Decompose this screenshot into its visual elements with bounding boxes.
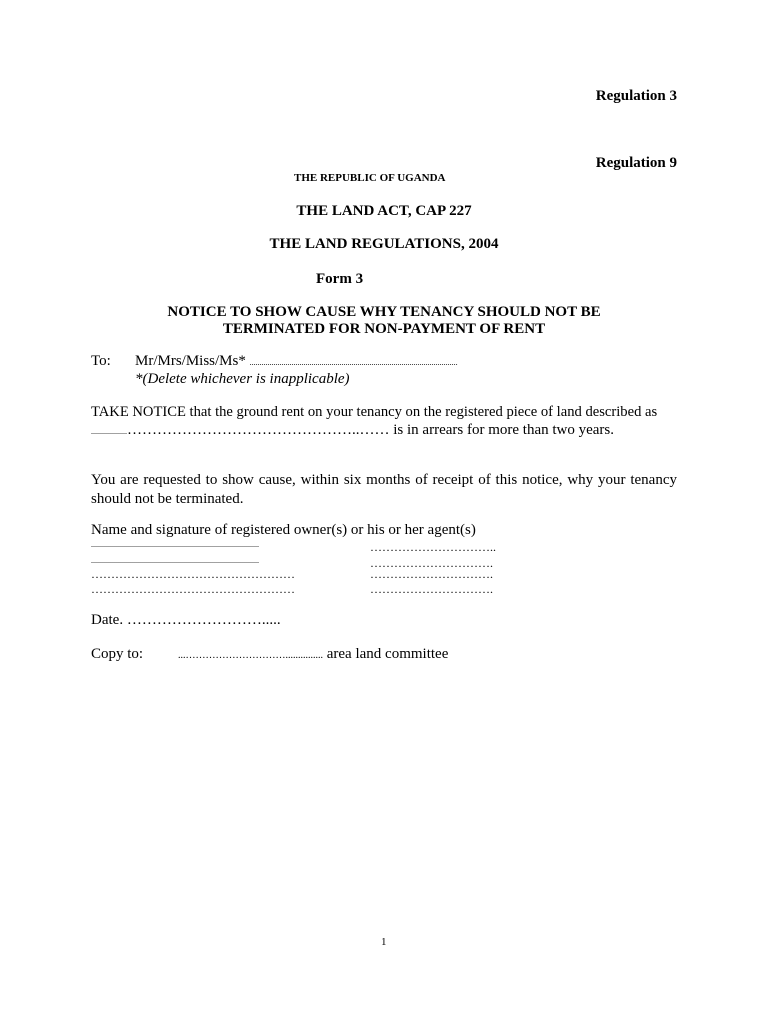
notice-title-line-2: TERMINATED FOR NON-PAYMENT OF RENT (222, 321, 546, 337)
addressee-line (135, 353, 458, 370)
owner-name-line-4: …………………………………………… (91, 582, 295, 596)
regulation-3-label: Regulation 3 (595, 88, 677, 104)
notice-title-line-1: NOTICE TO SHOW CAUSE WHY TENANCY SHOULD NOT BE (167, 304, 601, 320)
owner-name-line-1: .................................................................................... (91, 540, 259, 549)
land-act-heading: THE LAND ACT, CAP 227 (296, 203, 472, 219)
date-line (91, 612, 281, 629)
date-dots: ………………………..... (126, 612, 281, 628)
regulation-9-label: Regulation 9 (595, 155, 677, 171)
owner-signature-line-1: ………………………….. (370, 540, 496, 554)
copy-to-line (178, 646, 448, 663)
land-description-dots: ………………………………………..…… (127, 422, 390, 438)
owner-name-line-2: .................................................................................... (91, 556, 259, 565)
date-label: Date. (91, 612, 124, 628)
owner-signature-line-2: …………………………. (370, 556, 493, 570)
addressee-dots: ........................................................................................................ (249, 358, 458, 367)
republic-heading: THE REPUBLIC OF UGANDA (294, 172, 446, 184)
owner-name-line-3: …………………………………………… (91, 567, 295, 581)
page-number: 1 (381, 936, 387, 948)
owner-signature-line-4: …………………………. (370, 582, 493, 596)
land-description-dots-small: .................. (91, 427, 127, 436)
committee-suffix: area land committee (326, 646, 449, 662)
land-regulations-heading: THE LAND REGULATIONS, 2004 (269, 236, 499, 252)
to-label: To: (91, 353, 111, 369)
signature-heading: Name and signature of registered owner(s) or his or her agent(s) (91, 522, 476, 538)
salutation-options: Mr/Mrs/Miss/Ms* (135, 353, 246, 369)
take-notice-line-1: TAKE NOTICE that the ground rent on your tenancy on the registered piece of land described as (91, 404, 658, 420)
copy-to-label: Copy to: (91, 646, 144, 662)
show-cause-paragraph: You are requested to show cause, within six months of receipt of this notice, why your tenancy should not be terminated. (91, 472, 677, 507)
take-notice-line-2 (91, 422, 614, 439)
owner-signature-line-3: …………………………. (370, 567, 493, 581)
committee-dots: ...…………………………............... (178, 650, 323, 661)
arrears-text: is in arrears for more than two years. (393, 422, 615, 438)
delete-note: *(Delete whichever is inapplicable) (135, 371, 350, 387)
form-number: Form 3 (316, 271, 364, 287)
